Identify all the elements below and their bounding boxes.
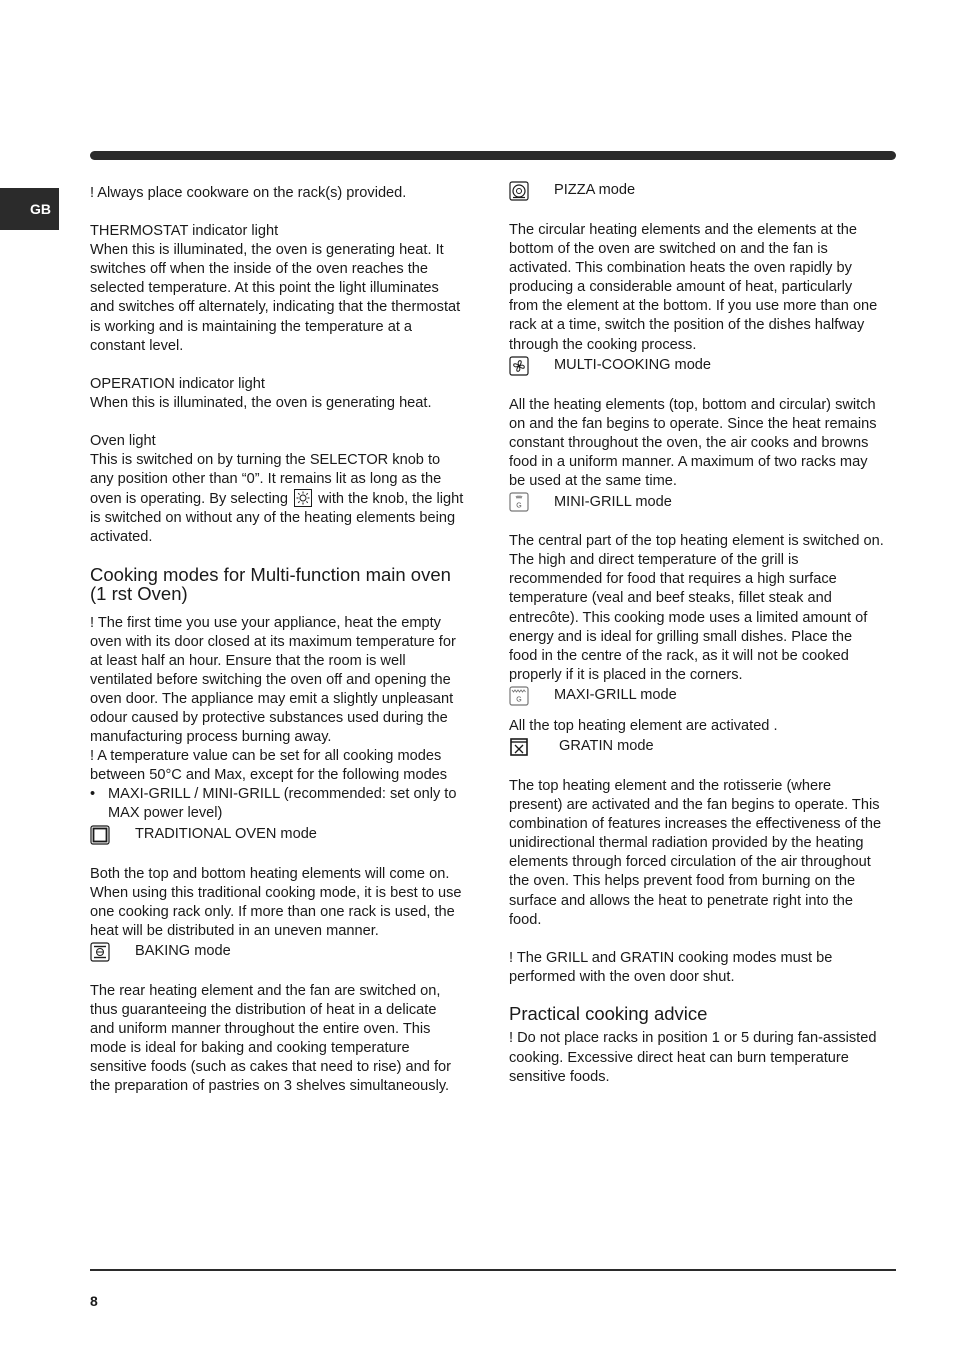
first-time-note: ! The first time you use your appliance, heat the empty oven with its door closed at its maximum temperature for at least half an hour. Ensure that the room is well ventilated before switching the oven off and opening the oven door. The appliance may emit a slightly unpleasant odour caused by protective substances used during the manufacturing process burning away. bbox=[90, 614, 456, 746]
maxi-grill-icon bbox=[509, 686, 529, 706]
traditional-oven-icon bbox=[90, 825, 110, 845]
oven-light-title: Oven light bbox=[90, 432, 156, 449]
svg-text:G: G bbox=[516, 502, 522, 510]
oven-light-text bbox=[90, 451, 464, 547]
traditional-mode-text: Both the top and bottom heating elements will come on. When using this traditional cooking mode, it is best to use one cooking rack only. If more than one rack is used, the heat will be distributed in an uneven manner. bbox=[90, 865, 462, 939]
header-rule bbox=[90, 151, 896, 160]
pizza-mode-title: PIZZA mode bbox=[554, 182, 636, 199]
mini-grill-mode-title: MINI-GRILL mode bbox=[554, 493, 672, 510]
right-column bbox=[509, 182, 884, 1087]
left-column bbox=[90, 184, 464, 1096]
page-number: 8 bbox=[90, 1293, 98, 1309]
fan-icon bbox=[509, 356, 529, 376]
operation-title: OPERATION indicator light bbox=[90, 375, 265, 392]
baking-mode-header bbox=[90, 941, 464, 963]
traditional-mode-title: TRADITIONAL OVEN mode bbox=[135, 825, 317, 842]
cooking-modes-heading: Cooking modes for Multi-function main oven (1 rst Oven) bbox=[90, 563, 451, 604]
maxi-grill-mode-title: MAXI-GRILL mode bbox=[554, 687, 677, 704]
pizza-mode-header bbox=[509, 180, 884, 202]
temperature-note-a: ! A temperature value can be set for all cooking modes bbox=[90, 748, 442, 765]
grill-bullet: • MAXI-GRILL / MINI-GRILL (recommended: set only to MAX power level) bbox=[90, 785, 464, 823]
mini-grill-mode-header bbox=[509, 491, 884, 513]
maxi-grill-mode-text: All the top heating element are activated . bbox=[509, 717, 778, 734]
language-tab: GB bbox=[0, 188, 59, 230]
pizza-mode-text: The circular heating elements and the elements at the bottom of the oven are switched on and the fan is activated. This combination heats the oven rapidly by producing a considerable amount of heat, particularly from the element at the bottom. If you use more than one rack at a time, switch the position of the dishes halfway through the cooking process. bbox=[509, 222, 878, 353]
practical-advice-text: ! Do not place racks in position 1 or 5 during fan-assisted cooking. Excessive direct heat can burn temperature sensitive foods. bbox=[509, 1030, 877, 1085]
mini-grill-icon bbox=[509, 492, 529, 512]
pizza-icon bbox=[509, 181, 529, 201]
multi-cooking-mode-text: All the heating elements (top, bottom and circular) switch on and the fan begins to operate. Since the heat remains constant throughout the oven, the air cooks and browns food in a uniform manner. A maximum of two racks may be used at the same time. bbox=[509, 396, 877, 490]
cookware-note: ! Always place cookware on the rack(s) provided. bbox=[90, 185, 407, 201]
multi-cooking-mode-header bbox=[509, 355, 884, 377]
gratin-mode-text: The top heating element and the rotisserie (where present) are activated and the fan begins to operate. This combination of features increases the effectiveness of the unidirectional thermal radiation provided by the heating elements through forced circulation of the air throughout the oven. This helps prevent food from burning on the surface and allows the heat to penetrate right into the food. bbox=[509, 777, 882, 928]
maxi-grill-mode-header bbox=[509, 685, 884, 707]
baking-mode-title: BAKING mode bbox=[135, 943, 231, 960]
lamp-icon bbox=[294, 489, 312, 507]
traditional-mode-header bbox=[90, 824, 464, 846]
oven-light-text-a: This is switched on by turning the SELECTOR knob to any position other than “0”. It remains lit as long as the oven is operating. By selecting bbox=[90, 452, 442, 508]
gratin-icon bbox=[509, 737, 529, 757]
baking-icon bbox=[90, 942, 110, 962]
grill-gratin-note: ! The GRILL and GRATIN cooking modes must be performed with the oven door shut. bbox=[509, 949, 833, 985]
baking-mode-text: The rear heating element and the fan are switched on, thus guaranteeing the distribution of heat in a delicate and uniform manner throughout the entire oven. This mode is ideal for baking and cooking temperature sensitive foods (such as cakes that need to rise) and for the preparation of pastries on 3 shelves simultaneously. bbox=[90, 982, 451, 1095]
svg-text:G: G bbox=[516, 696, 522, 704]
thermostat-text: When this is illuminated, the oven is generating heat. It switches off when the inside of the oven reaches the selected temperature. At this point the light illuminates and switches off alternately, indicating that the thermostat is working and is maintaining the temperature at a constant level. bbox=[90, 242, 461, 354]
gratin-mode-title: GRATIN mode bbox=[559, 738, 654, 755]
oven-light-text-b: with the knob, the light is switched on without any of the heating elements being activated. bbox=[90, 491, 464, 546]
operation-text: When this is illuminated, the oven is generating heat. bbox=[90, 394, 432, 411]
gratin-mode-header bbox=[509, 736, 884, 758]
practical-advice-heading: Practical cooking advice bbox=[509, 1002, 708, 1024]
multi-cooking-mode-title: MULTI-COOKING mode bbox=[554, 357, 712, 374]
thermostat-title: THERMOSTAT indicator light bbox=[90, 223, 279, 240]
temperature-note-b: between 50°C and Max, except for the following modes bbox=[90, 767, 448, 784]
mini-grill-mode-text: The central part of the top heating element is switched on. The high and direct temperature of the grill is recommended for food that requires a high surface temperature (veal and beef steaks, fillet steak and entrecôte). This cooking mode uses a limited amount of energy and is ideal for grilling small dishes. Place the food in the centre of the rack, as it will not be cooked properly if it is placed in the corners. bbox=[509, 533, 884, 683]
footer-rule bbox=[90, 1269, 896, 1271]
